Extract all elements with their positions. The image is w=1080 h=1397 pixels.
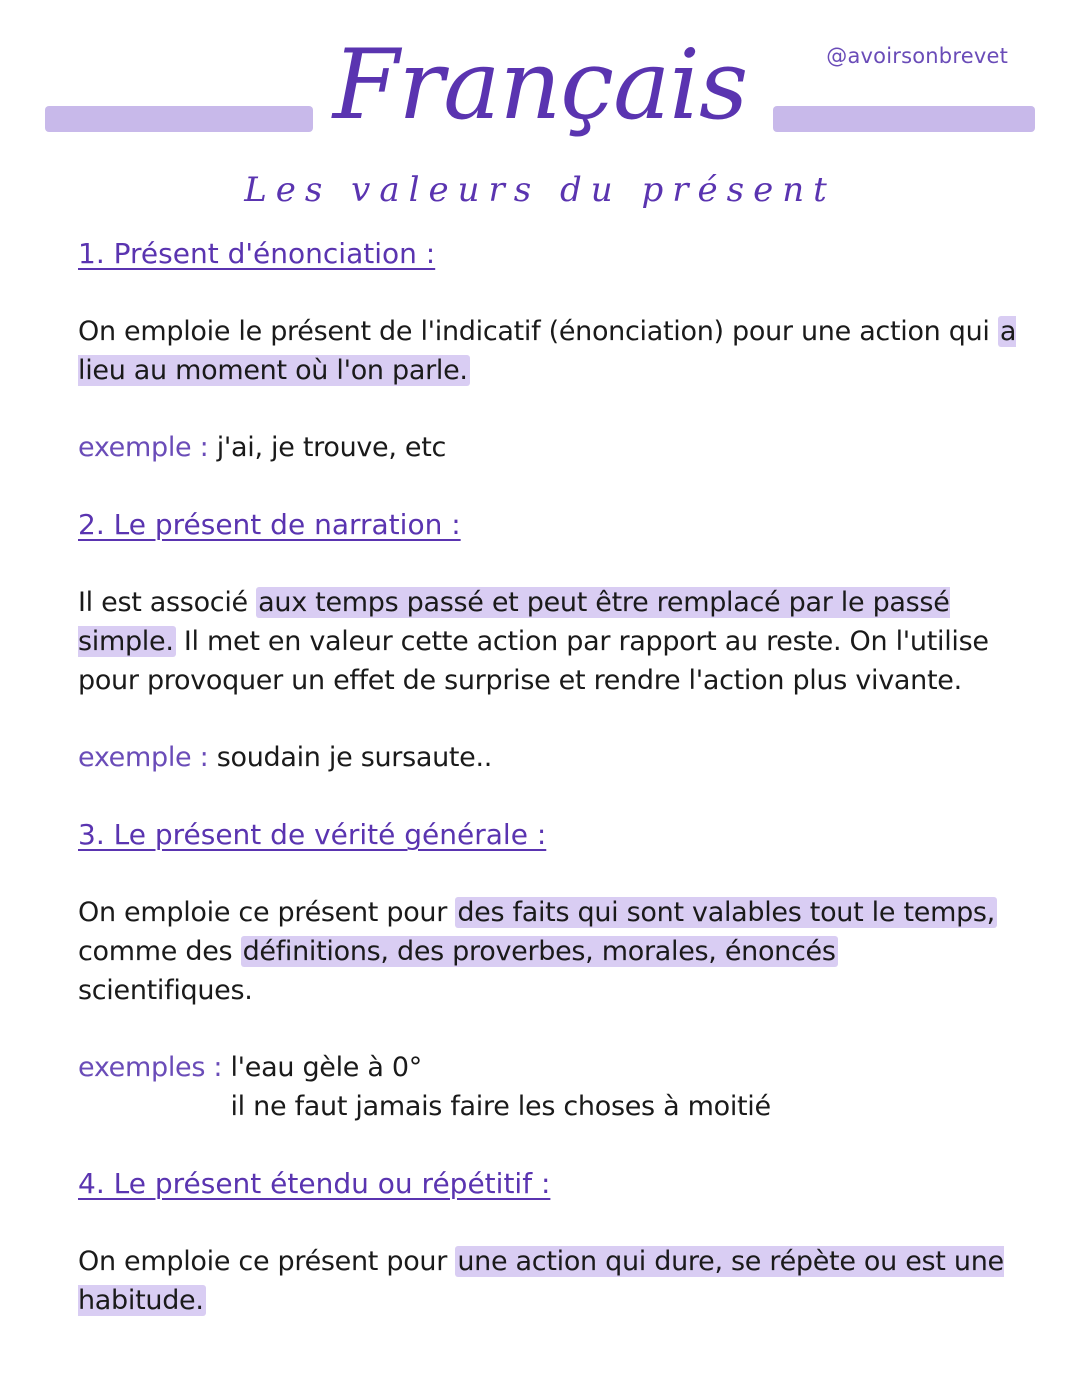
text-run: Il met en valeur cette action par rapport au reste. On l'utilise pour provoquer un effet de surprise et rendre l'action plus vivante. — [78, 626, 989, 696]
example-text: j'ai, je trouve, etc — [216, 432, 447, 463]
text-run: On emploie ce présent pour — [78, 897, 456, 928]
example-lines — [230, 1048, 770, 1126]
section-paragraph — [78, 583, 1018, 700]
page-subtitle: Les valeurs du présent — [244, 170, 836, 210]
text-run: On emploie le présent de l'indicatif (énonciation) pour une action qui — [78, 316, 998, 347]
example-line — [78, 738, 1018, 777]
example-label: exemple : — [78, 432, 217, 463]
section-paragraph — [78, 312, 1018, 390]
highlighted-text: a lieu au moment où l'on parle. — [78, 316, 1017, 386]
section-enonciation — [78, 234, 1018, 467]
section-heading: 2. Le présent de narration : — [78, 508, 461, 541]
example-text: il ne faut jamais faire les choses à moitié — [230, 1091, 771, 1122]
title-bar-right — [773, 106, 1035, 132]
section-verite-generale — [78, 815, 1018, 1126]
section-heading: 4. Le présent étendu ou répétitif : — [78, 1167, 551, 1200]
highlighted-text: définitions, des proverbes, morales, énoncés — [242, 936, 836, 967]
highlighted-text: des faits qui sont valables tout le temps, — [457, 897, 995, 928]
author-handle: @avoirsonbrevet — [826, 44, 1008, 68]
text-run: comme des — [78, 936, 241, 967]
section-paragraph — [78, 1242, 1018, 1320]
example-label: exemples : — [78, 1052, 231, 1083]
section-narration — [78, 505, 1018, 777]
text-run: Il est associé — [78, 587, 257, 618]
example-label: exemple : — [78, 742, 217, 773]
section-heading: 1. Présent d'énonciation : — [78, 237, 436, 270]
highlighted-text: aux temps passé et peut être remplacé par le passé simple. — [78, 587, 950, 657]
notes-content — [78, 234, 1018, 1358]
example-line — [78, 428, 1018, 467]
text-run: On emploie ce présent pour — [78, 1246, 456, 1277]
highlighted-text: une action qui dure, se répète ou est une habitude. — [78, 1246, 1004, 1316]
title-bar-left — [45, 106, 313, 132]
section-heading: 3. Le présent de vérité générale : — [78, 818, 547, 851]
section-etendu-repetitif — [78, 1164, 1018, 1320]
page-title: Français — [332, 29, 748, 141]
section-paragraph — [78, 893, 1018, 1010]
example-text: l'eau gèle à 0° — [230, 1052, 423, 1083]
example-text: soudain je sursaute.. — [216, 742, 493, 773]
text-run: scientifiques. — [78, 975, 253, 1006]
example-block — [78, 1048, 1018, 1126]
